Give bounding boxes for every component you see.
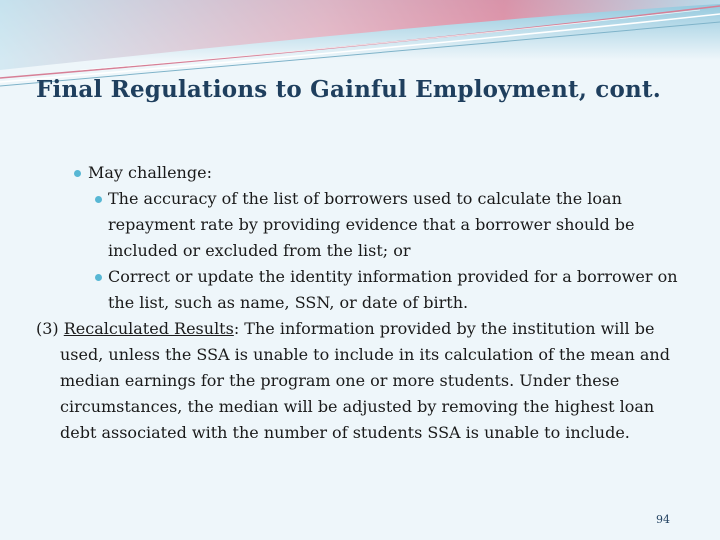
page-number: 94: [656, 513, 670, 526]
list-item: [36, 264, 686, 316]
recalculated-results-paragraph: [36, 316, 686, 446]
bullet-icon: [95, 196, 102, 203]
list-item-text: Correct or update the identity information provided for a borrower on the list, such as name, SSN, or date of birth.: [108, 267, 678, 312]
paragraph-prefix: (3): [36, 319, 64, 338]
list-item: [36, 160, 686, 186]
bullet-icon: [95, 274, 102, 281]
slide-title: Final Regulations to Gainful Employment, cont.: [36, 76, 661, 103]
paragraph-text: The information provided by the institution will be used, unless the SSA is unable to include in its calculation of the mean and median earnings for the program one or more students. Under these circumstances, the median will be adjusted by removing the highest loan debt associated with the number of students SSA is unable to include.: [60, 319, 670, 442]
paragraph-colon: :: [233, 319, 240, 338]
list-item-text: May challenge:: [88, 163, 212, 182]
slide-body: [36, 160, 686, 446]
bullet-icon: [74, 170, 81, 177]
list-item-text: The accuracy of the list of borrowers used to calculate the loan repayment rate by providing evidence that a borrower should be included or excluded from the list; or: [108, 189, 635, 260]
paragraph-heading: Recalculated Results: [63, 319, 234, 338]
list-item: [36, 186, 686, 264]
